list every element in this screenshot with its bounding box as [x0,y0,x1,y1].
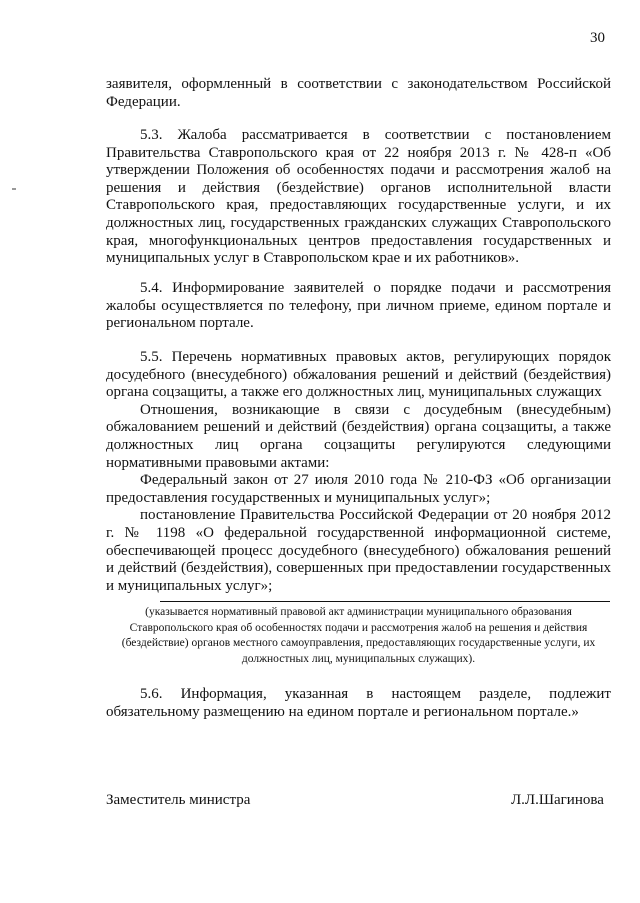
paragraph-5-6: 5.6. Информация, указанная в настоящем разделе, подлежит обязательному размещению на едином портале и региональном портале.» [106,686,611,720]
signature-title: Заместитель министра [106,792,251,808]
section-5-3 [106,127,611,268]
top-paragraph: заявителя, оформленный в соответствии с законодательством Российской Федерации. [106,76,611,110]
paragraph-5-4: 5.4. Информирование заявителей о порядке подачи и рассмотрения жалобы осуществляется по телефону, при личном приеме, едином портале и региональном портале. [106,280,611,332]
footnote: (указывается нормативный правовой акт администрации муниципального образования Ставропольского края об особенностях подачи и рассмотрения жалоб на решения и действия (бездействие) органов местного самоуправления, предоставляющих государственные услуги, их должностных лиц, муниципальных служащих). [121,606,596,665]
paragraph-5-5-relations: Отношения, возникающие в связи с досудебным (внесудебным) обжалованием решений и действий (бездействия) органа соцзащиты, а также должностных лиц органа соцзащиты регулируются следующими нормативными правовыми актами: [106,401,611,471]
paragraph-5-5-heading: 5.5. Перечень нормативных правовых актов, регулирующих порядок досудебного (внесудебного) обжалования решений и действий (бездействия) органа соцзащиты, а также его должностных лиц, муниципальных служащих [106,349,611,401]
paragraph-5-5-law: Федеральный закон от 27 июля 2010 года № 210-ФЗ «Об организации предоставления государственных и муниципальных услуг»; [106,472,611,506]
section-5-4 [106,280,611,333]
section-5-5 [106,349,611,595]
paragraph-5-3: 5.3. Жалоба рассматривается в соответствии с постановлением Правительства Ставропольского края от 22 ноября 2013 г. № 428-п «Об утверждении Положения об особенностях подачи и рассмотрения жалоб на решения и действия (бездействие) органов исполнительной власти Ставропольского края, предоставляющих государственные услуги, и их должностных лиц, государственных гражданских служащих Ставропольского края, многофункциональных центров предоставления государственных и муниципальных услуг в Ставропольском крае и их работников». [106,127,611,267]
footnote-rule [160,601,610,602]
margin-mark [12,188,16,190]
paragraph-5-5-decree: постановление Правительства Российской Федерации от 20 ноября 2012 г. № 1198 «О федеральной государственной информационной системе, обеспечивающей процесс досудебного (внесудебного) обжалования решений и действий (бездействия), совершенных при предоставлении государственных и муниципальных услуг»; [106,507,611,594]
section-5-6 [106,686,611,721]
signature-name: Л.Л.Шагинова [511,792,604,808]
top-paragraph-block [106,76,611,111]
page-number: 30 [590,30,605,46]
